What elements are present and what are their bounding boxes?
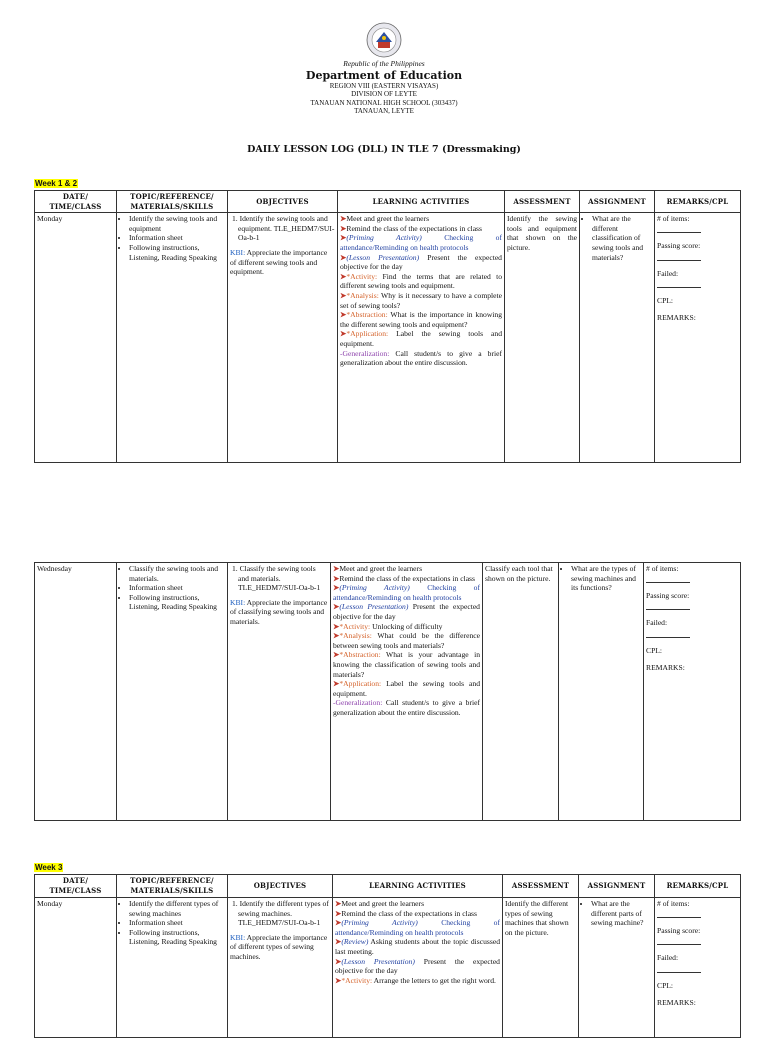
- arrow-icon: ➤: [333, 650, 340, 660]
- activity-text: Label the sewing tools and equipment.: [333, 679, 480, 698]
- col-header-remarks: REMARKS/CPL: [655, 191, 741, 213]
- kbi-text: Appreciate the importance of different types of sewing machines.: [230, 932, 328, 961]
- lesson-table-week12-wednesday: [34, 562, 741, 821]
- arrow-icon: ➤: [340, 310, 347, 320]
- arrow-icon: ➤: [333, 621, 340, 631]
- header-location: TANAUAN, LEYTE: [354, 107, 414, 115]
- activity-text: Checking of attendance/Reminding on health protocols: [333, 583, 481, 602]
- assignment-cell: [559, 563, 644, 821]
- table-row: [35, 898, 741, 1038]
- arrow-icon: ➤: [333, 679, 340, 689]
- assignment-item: • What are the different classification of sewing tools and materials?: [592, 214, 652, 262]
- arrow-icon: ➤: [335, 908, 342, 918]
- activity-label: *Abstraction:: [339, 650, 381, 660]
- assessment-cell: Identify the sewing tools and equipment that shown on the picture.: [505, 213, 580, 463]
- blank-line: [657, 279, 701, 288]
- arrow-icon: ➤: [340, 214, 347, 224]
- topic-cell: [117, 213, 228, 463]
- activity-text: Meet and greet the learners: [339, 564, 423, 573]
- topic-item: • Information sheet: [129, 233, 225, 243]
- activity-text: What is the importance in knowing the different sewing tools and equipment?: [340, 310, 503, 329]
- activity-label: *Analysis:: [346, 290, 379, 300]
- remarks-items-label: # of items:: [657, 899, 690, 908]
- objective-text: 1. Identify the different types of sewing machines. TLE_HEDM7/SUI-Oa-b-1: [232, 899, 329, 928]
- table-row: [35, 213, 741, 463]
- topic-cell: [117, 563, 228, 821]
- activity-text: Call student/s to give a brief generalization about the entire discussion.: [340, 348, 502, 368]
- letterhead: [0, 22, 768, 116]
- activity-label: *Abstraction:: [346, 310, 388, 320]
- topic-cell: [117, 898, 228, 1038]
- kbi-label: KBI:: [230, 247, 246, 257]
- document-title: DAILY LESSON LOG (DLL) IN TLE 7 (Dressmaking): [247, 144, 521, 155]
- day-cell: Monday: [35, 898, 117, 1038]
- header-division: DIVISION OF LEYTE: [351, 90, 417, 98]
- activity-label: *Activity:: [346, 271, 378, 281]
- topic-item: • Following instructions, Listening, Reading Speaking: [129, 243, 225, 262]
- objectives-cell: [228, 898, 333, 1038]
- arrow-icon: ➤: [340, 252, 347, 262]
- header-department: Department of Education: [305, 68, 463, 82]
- blank-line: [657, 252, 701, 261]
- lesson-table-week12-monday: [34, 190, 741, 463]
- arrow-icon: ➤: [335, 937, 342, 947]
- col-header-remarks: REMARKS/CPL: [655, 875, 741, 898]
- activity-label: (Review): [341, 937, 369, 947]
- blank-line: [646, 601, 690, 610]
- col-header-assessment: ASSESSMENT: [505, 191, 580, 213]
- topic-item: • Identify the sewing tools and equipment: [129, 214, 225, 233]
- activity-text: Label the sewing tools and equipment.: [340, 329, 502, 348]
- lesson-table-week3-monday: [34, 874, 741, 1038]
- activity-text: Meet and greet the learners: [341, 899, 425, 908]
- objective-text: 1. Identify the sewing tools and equipment. TLE_HEDM7/SUI-Oa-b-1: [232, 214, 335, 243]
- col-header-date: DATE/ TIME/CLASS: [35, 875, 117, 898]
- arrow-icon: ➤: [340, 223, 347, 233]
- remarks-failed-label: Failed:: [657, 268, 679, 278]
- remarks-items-label: # of items:: [646, 564, 679, 573]
- blank-line: [657, 936, 701, 945]
- col-header-date: DATE/ TIME/CLASS: [35, 191, 117, 213]
- assignment-cell: [580, 213, 655, 463]
- arrow-icon: ➤: [340, 290, 347, 300]
- activity-label: -Generalization:: [340, 348, 390, 358]
- col-header-assignment: ASSIGNMENT: [579, 875, 655, 898]
- table-header-row: [35, 191, 741, 213]
- activity-text: Present the expected objective for the day: [340, 252, 502, 272]
- arrow-icon: ➤: [340, 233, 347, 243]
- activity-text: Why is it necessary to have a complete set of sewing tools?: [340, 290, 503, 310]
- arrow-icon: ➤: [340, 329, 347, 339]
- remarks-cell: [655, 898, 741, 1038]
- activity-text: Present the expected objective for the day: [335, 956, 500, 976]
- day-cell: Monday: [35, 213, 117, 463]
- topic-item: • Information sheet: [129, 918, 225, 928]
- blank-line: [657, 224, 701, 233]
- arrow-icon: ➤: [333, 573, 340, 583]
- activity-text: Meet and greet the learners: [346, 214, 430, 224]
- activities-cell: [333, 898, 503, 1038]
- deped-seal-icon: [366, 22, 402, 58]
- arrow-icon: ➤: [340, 271, 347, 281]
- activity-label: *Application:: [346, 329, 389, 339]
- activity-label: (Lesson Presentation): [346, 252, 420, 262]
- activity-text: Remind the class of the expectations in class: [346, 223, 482, 233]
- arrow-icon: ➤: [333, 583, 340, 593]
- blank-line: [657, 964, 701, 973]
- header-republic: Republic of the Philippines: [343, 59, 425, 68]
- week-label: Week 1 & 2: [35, 179, 78, 188]
- remarks-passing-label: Passing score:: [646, 591, 690, 601]
- remarks-remarks-label: REMARKS:: [657, 998, 696, 1008]
- activity-text: Remind the class of the expectations in class: [339, 573, 475, 583]
- activities-cell: [331, 563, 483, 821]
- topic-item: • Following instructions, Listening, Reading Speaking: [129, 928, 225, 947]
- activity-text: Asking students about the topic discussed last meeting.: [335, 937, 500, 956]
- topic-item: • Identify the different types of sewing machines: [129, 899, 225, 918]
- objectives-cell: [228, 563, 331, 821]
- activity-label: -Generalization:: [333, 698, 383, 708]
- objectives-cell: [228, 213, 338, 463]
- remarks-remarks-label: REMARKS:: [657, 313, 696, 323]
- arrow-icon: ➤: [333, 564, 340, 573]
- col-header-objectives: OBJECTIVES: [228, 191, 338, 213]
- activity-text: Remind the class of the expectations in class: [341, 908, 477, 918]
- assignment-cell: [579, 898, 655, 1038]
- activity-text: What is your advantage in knowing the classification of sewing tools and materials?: [333, 650, 480, 679]
- day-cell: Wednesday: [35, 563, 117, 821]
- kbi-text: Appreciate the importance of classifying sewing tools and materials.: [230, 597, 328, 626]
- activity-label: (Priming Activity): [341, 918, 418, 928]
- remarks-cell: [644, 563, 741, 821]
- activity-text: Find the terms that are related to different sewing tools and equipment.: [340, 271, 503, 291]
- col-header-topic: TOPIC/REFERENCE/ MATERIALS/SKILLS: [117, 191, 228, 213]
- activity-label: (Lesson Presentation): [341, 956, 415, 966]
- activity-text: Present the expected objective for the day: [333, 602, 480, 621]
- kbi-label: KBI:: [230, 932, 246, 942]
- activity-text: Arrange the letters to get the right word.: [373, 975, 496, 985]
- activity-text: What could be the difference between sewing tools and materials?: [333, 631, 480, 650]
- table-header-row: [35, 875, 741, 898]
- col-header-activities: LEARNING ACTIVITIES: [333, 875, 503, 898]
- remarks-failed-label: Failed:: [657, 953, 679, 963]
- blank-line: [657, 909, 701, 918]
- remarks-failed-label: Failed:: [646, 618, 668, 628]
- activity-text: Checking of attendance/Reminding on health protocols: [335, 918, 501, 937]
- activity-label: *Analysis:: [339, 631, 372, 641]
- arrow-icon: ➤: [335, 975, 342, 985]
- objective-text: 1. Classify the sewing tools and materials. TLE_HEDM7/SUI-Oa-b-1: [232, 564, 321, 593]
- activity-text: Unlocking of difficulty: [372, 621, 443, 631]
- remarks-remarks-label: REMARKS:: [646, 663, 685, 673]
- activity-label: *Activity:: [341, 975, 373, 985]
- col-header-activities: LEARNING ACTIVITIES: [338, 191, 505, 213]
- arrow-icon: ➤: [335, 918, 342, 928]
- col-header-objectives: OBJECTIVES: [228, 875, 333, 898]
- kbi-label: KBI:: [230, 597, 246, 607]
- assessment-cell: Classify each tool that shown on the picture.: [483, 563, 559, 821]
- remarks-passing-label: Passing score:: [657, 926, 701, 936]
- blank-line: [646, 574, 690, 583]
- topic-item: • Following instructions, Listening, Reading Speaking: [129, 593, 225, 612]
- header-school: TANAUAN NATIONAL HIGH SCHOOL (303437): [310, 98, 458, 107]
- activity-label: *Activity:: [339, 621, 371, 631]
- activities-cell: [338, 213, 505, 463]
- table-row: [35, 563, 741, 821]
- assignment-item: • What are the types of sewing machines and its functions?: [571, 564, 641, 593]
- topic-item: • Classify the sewing tools and materials.: [129, 564, 225, 583]
- arrow-icon: ➤: [335, 899, 342, 908]
- col-header-assignment: ASSIGNMENT: [580, 191, 655, 213]
- activity-text: Call student/s to give a brief generalization about the entire discussion.: [333, 698, 480, 717]
- remarks-cpl-label: CPL:: [657, 980, 674, 990]
- blank-line: [646, 629, 690, 638]
- arrow-icon: ➤: [333, 631, 340, 641]
- assessment-cell: Identify the different types of sewing machines that shown on the picture.: [503, 898, 579, 1038]
- remarks-passing-label: Passing score:: [657, 241, 701, 251]
- activity-label: (Lesson Presentation): [339, 602, 409, 612]
- header-region: REGION VIII (EASTERN VISAYAS): [329, 81, 439, 90]
- col-header-assessment: ASSESSMENT: [503, 875, 579, 898]
- assignment-item: • What are the different parts of sewing machine?: [591, 899, 652, 928]
- col-header-topic: TOPIC/REFERENCE/ MATERIALS/SKILLS: [117, 875, 228, 898]
- remarks-cell: [655, 213, 741, 463]
- activity-label: *Application:: [339, 679, 382, 689]
- remarks-cpl-label: CPL:: [657, 295, 674, 305]
- remarks-items-label: # of items:: [657, 214, 690, 224]
- activity-text: Checking of attendance/Reminding on health protocols: [340, 233, 503, 252]
- remarks-cpl-label: CPL:: [646, 645, 663, 655]
- arrow-icon: ➤: [333, 602, 340, 612]
- kbi-text: Appreciate the importance of different sewing tools and equipment.: [230, 247, 328, 277]
- week-label: Week 3: [35, 863, 63, 872]
- arrow-icon: ➤: [335, 956, 342, 966]
- activity-label: (Priming Activity): [339, 583, 410, 593]
- topic-item: • Information sheet: [129, 583, 225, 593]
- activity-label: (Priming Activity): [346, 233, 422, 243]
